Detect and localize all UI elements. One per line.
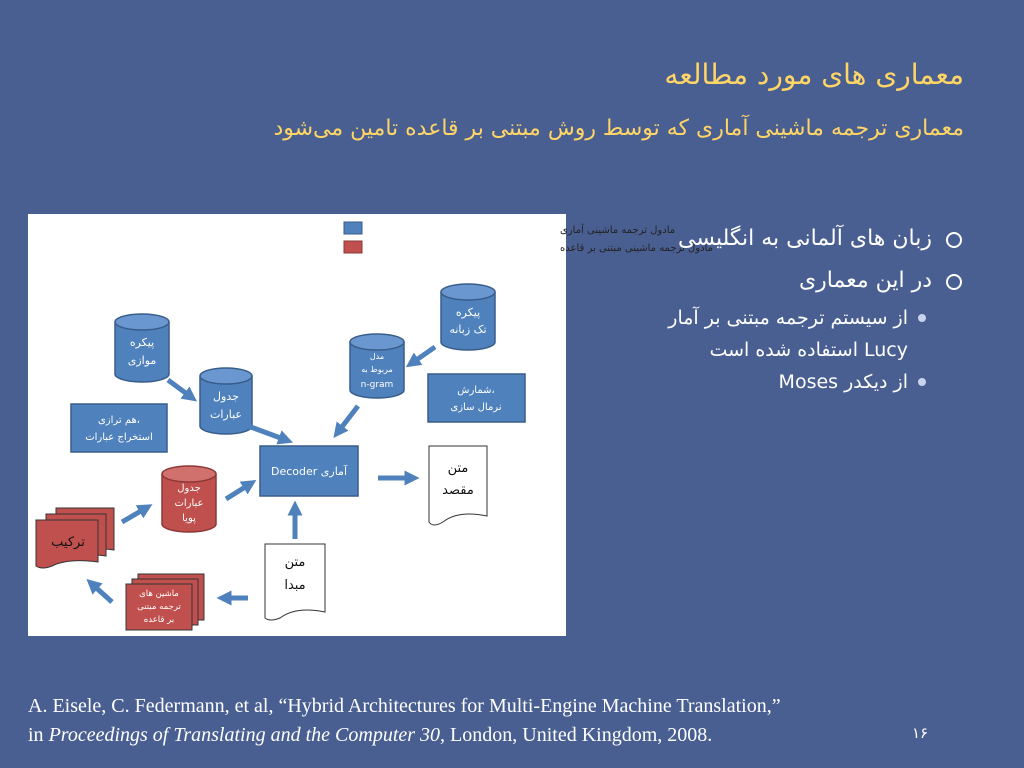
citation-rest: , London, United Kingdom, 2008. <box>440 724 713 746</box>
page-number: ۱۶ <box>912 724 929 742</box>
diagram-canvas <box>28 214 713 636</box>
dynamic-table-label-3: پویا <box>182 513 196 524</box>
counting-label-1: شمارش، <box>457 385 495 396</box>
arrow-rbmt-to-combination <box>92 584 112 602</box>
sub-bullet-item <box>534 366 956 398</box>
dot-bullet-icon <box>918 314 926 322</box>
legend-red-label: مادول ترجمه ماشینی مبتنی بر قاعده <box>560 243 713 254</box>
citation-authors: A. Eisele, C. Federmann, et al, “Hybrid Architectures for Multi-Engine Machine Translation,” <box>28 695 781 717</box>
bullet-text: در این معماری <box>798 268 932 293</box>
bullet-item <box>534 260 964 302</box>
alignment-label-1: هم ترازی، <box>97 415 141 426</box>
ngram-label-2: مربوط به <box>361 365 393 374</box>
decoder-node <box>260 446 358 496</box>
legend-red-swatch <box>344 241 362 253</box>
ngram-label-1: مدل <box>369 352 385 361</box>
sub-bullet-line-1: از سیستم ترجمه مبتنی بر آمار <box>668 307 908 329</box>
combination-label: ترکیب <box>51 535 85 550</box>
sub-bullet-line-2: Lucy استفاده شده است <box>709 339 908 361</box>
source-text-label-2: مبدا <box>284 578 306 593</box>
rbmt-node <box>126 574 204 630</box>
sub-bullet-item <box>534 302 956 366</box>
slide-title: معماری های مورد مطالعه <box>664 58 964 91</box>
decoder-label: Decoder آماری <box>270 465 348 478</box>
ring-bullet-icon <box>946 232 962 248</box>
arrow-combination-to-dynamic <box>122 508 146 522</box>
combination-node <box>36 508 114 568</box>
parallel-corpus-node <box>115 314 169 382</box>
citation-in: in <box>28 724 49 746</box>
target-text-label-1: متن <box>447 461 469 476</box>
arrow-dynamic-to-decoder <box>226 484 250 499</box>
rbmt-label-2: ترجمه مبتنی <box>137 602 181 612</box>
sub-bullet-text: از دیکدر Moses <box>778 371 908 393</box>
bullet-text: زبان های آلمانی به انگلیسی <box>678 226 932 251</box>
counting-node <box>428 374 525 422</box>
bullet-list <box>534 218 964 398</box>
rbmt-label-1: ماشین های <box>139 589 179 599</box>
citation <box>28 692 1008 750</box>
counting-label-2: نرمال سازی <box>450 402 502 413</box>
arrow-alignment-to-decoder <box>248 426 286 440</box>
dot-bullet-icon <box>918 378 926 386</box>
legend-blue-label: مادول ترجمه ماشینی آماری <box>560 225 676 236</box>
arrow-mono-to-ngram <box>412 347 435 363</box>
phrase-table-label-2: عبارات <box>210 408 242 421</box>
arrow-parallel-to-phrase <box>168 380 191 397</box>
target-text-node <box>429 446 487 525</box>
mono-corpus-node <box>441 284 495 350</box>
ring-bullet-icon <box>946 274 962 290</box>
mono-corpus-label-2: تک زبانه <box>449 323 487 336</box>
alignment-node <box>71 404 167 452</box>
rbmt-label-3: بر قاعده <box>143 615 175 625</box>
ngram-label-3: n-gram <box>360 380 394 390</box>
bullet-item <box>534 218 964 260</box>
alignment-label-2: استخراج عبارات <box>85 432 153 443</box>
dynamic-table-label-1: جدول <box>177 483 201 494</box>
source-text-node <box>265 544 325 620</box>
dynamic-table-node <box>162 466 216 532</box>
architecture-diagram <box>28 214 713 636</box>
legend-blue-swatch <box>344 222 362 234</box>
arrow-counting-to-decoder <box>338 406 358 432</box>
ngram-model-node <box>350 334 404 398</box>
mono-corpus-label-1: پیکره <box>455 306 481 319</box>
phrase-table-node <box>200 368 252 434</box>
parallel-corpus-label-2: موازی <box>127 354 157 367</box>
parallel-corpus-label-1: پیکره <box>129 336 155 349</box>
slide-subtitle: معماری ترجمه ماشینی آماری که توسط روش مبتنی بر قاعده تامین می‌شود <box>273 116 964 141</box>
source-text-label-1: متن <box>284 555 306 570</box>
target-text-label-2: مقصد <box>442 483 474 498</box>
phrase-table-label-1: جدول <box>213 390 239 403</box>
dynamic-table-label-2: عبارات <box>174 498 204 509</box>
citation-venue: Proceedings of Translating and the Computer 30 <box>48 724 441 746</box>
